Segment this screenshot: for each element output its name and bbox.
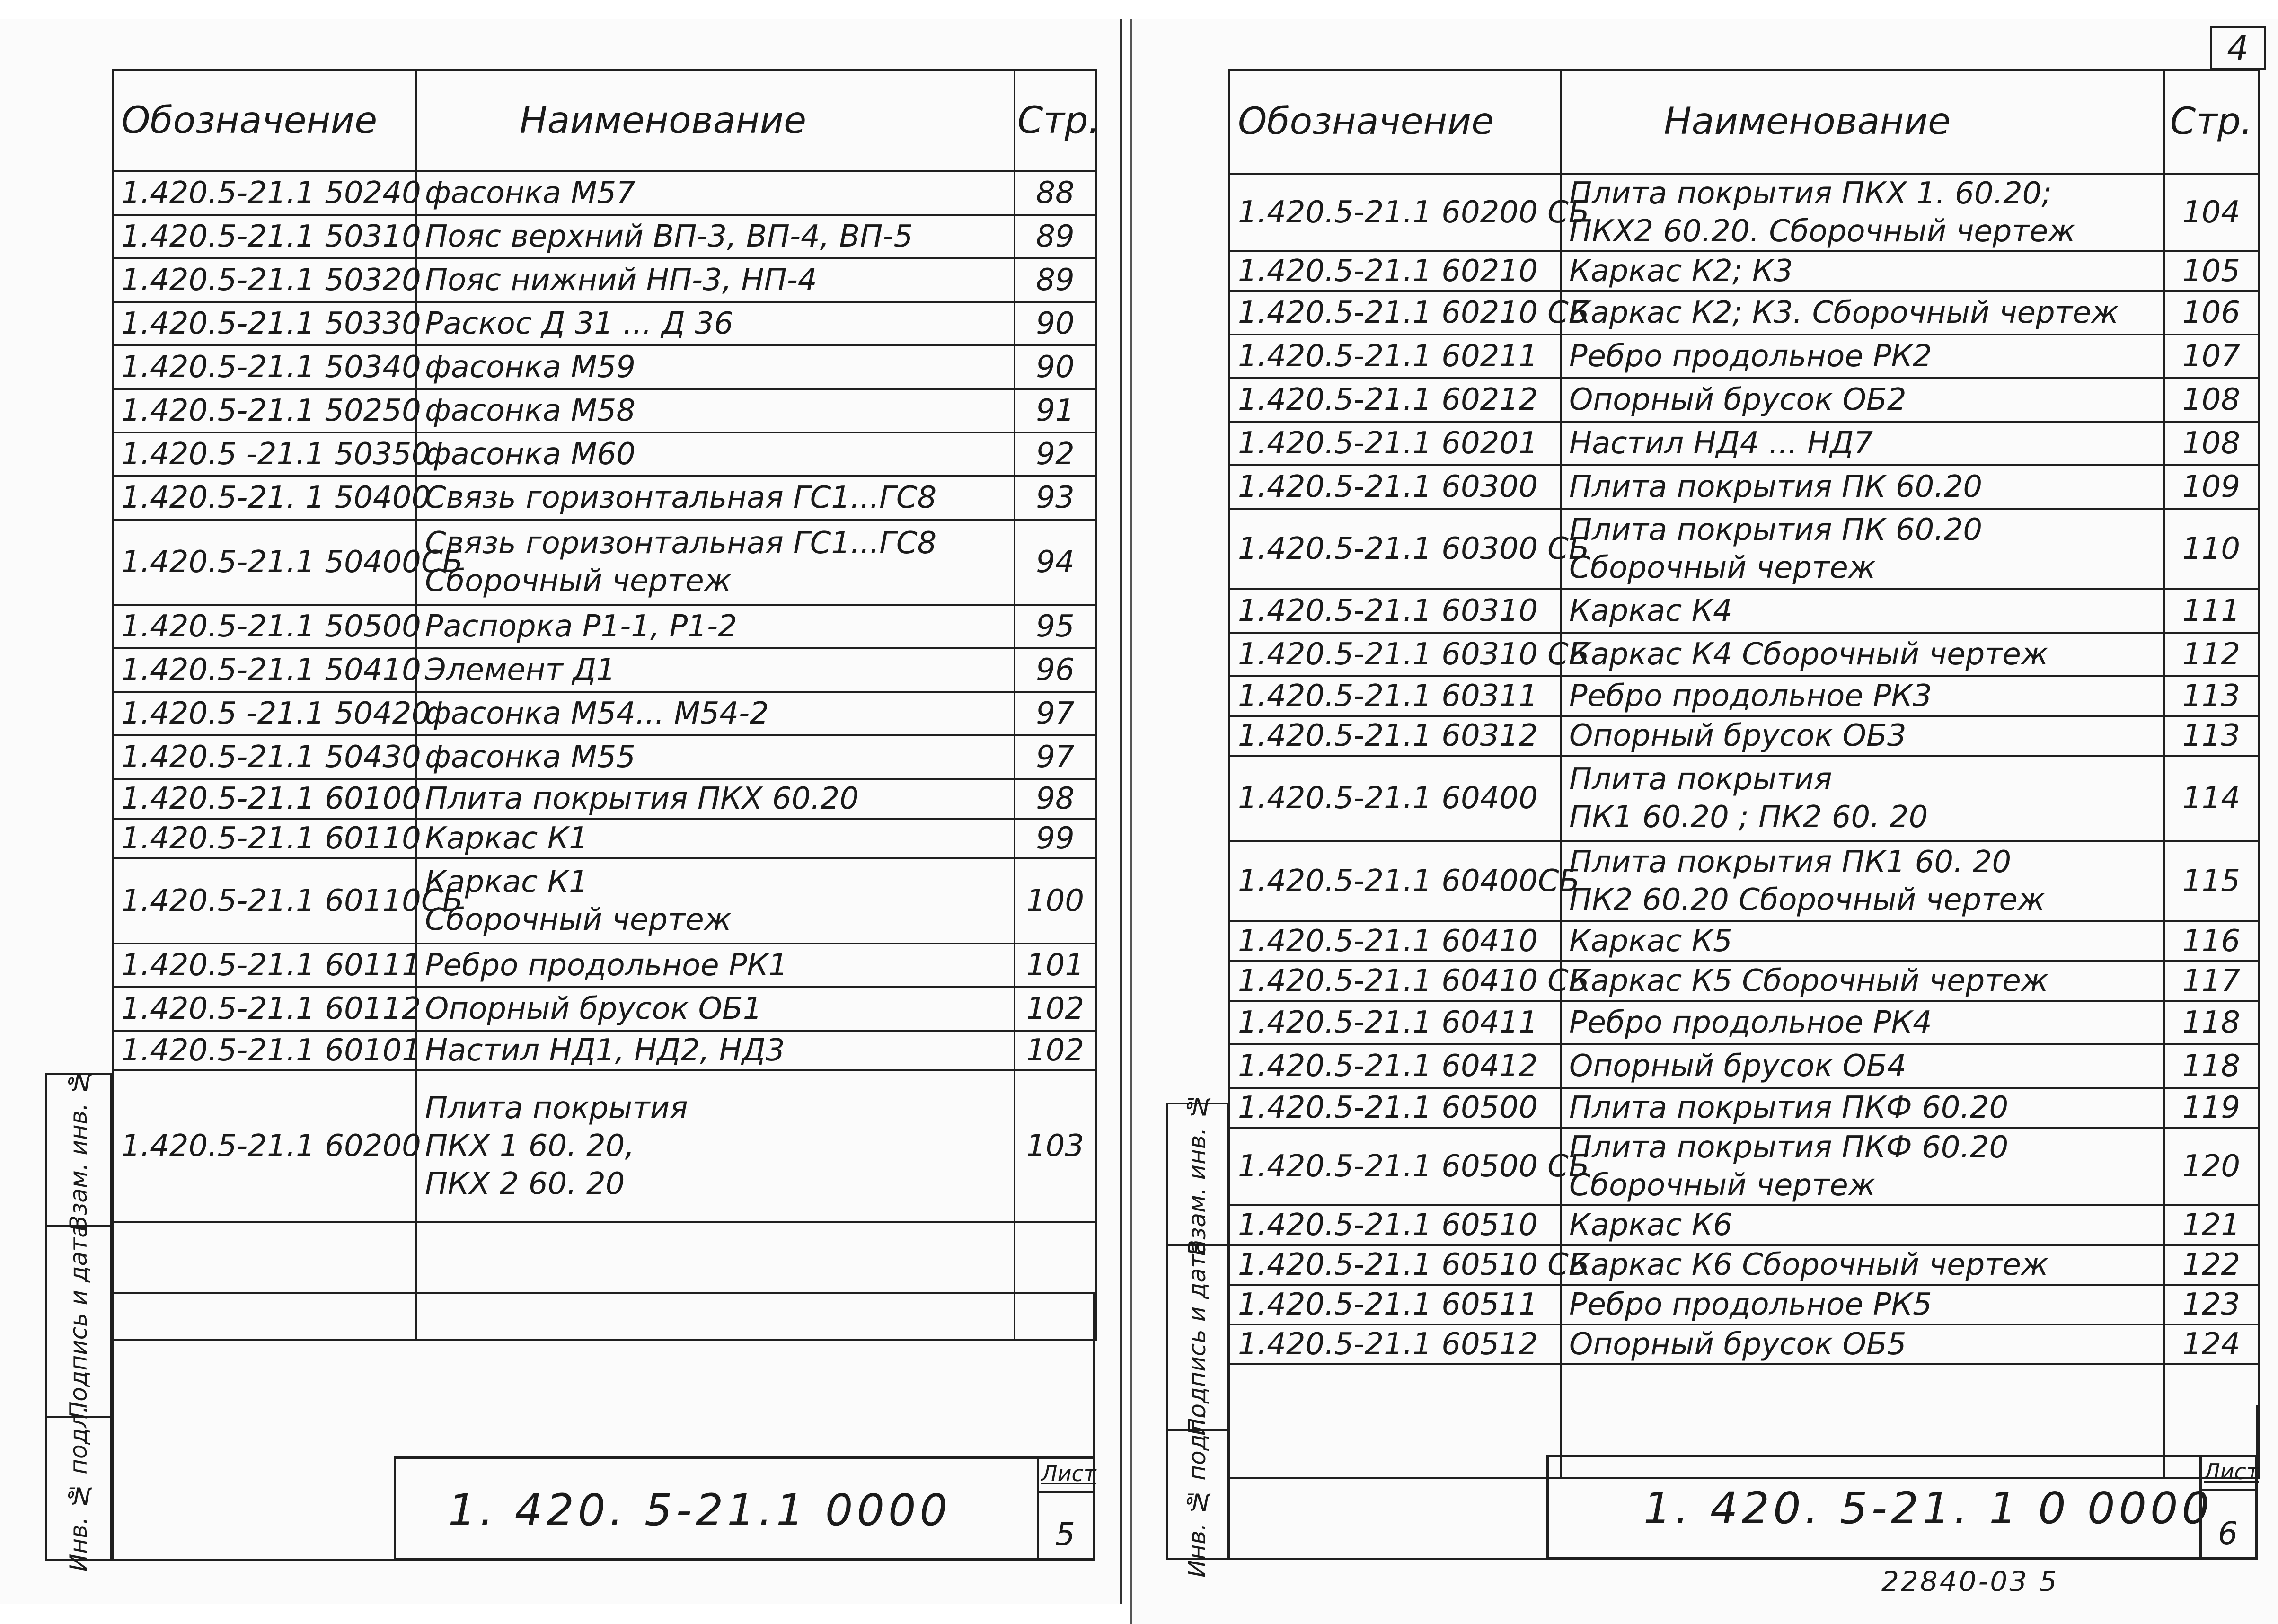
left-sheet-label: Лист — [1041, 1461, 1096, 1486]
row-name — [1561, 589, 2164, 633]
header-designation: Обозначение — [113, 70, 416, 171]
row-designation: 1.420.5-21.1 50330 — [113, 302, 416, 345]
row-designation: 1.420.5-21.1 60312 — [1229, 716, 1561, 756]
row-designation: 1.420.5-21.1 60110СБ — [113, 858, 416, 944]
row-designation: 1.420.5-21.1 60500 — [1229, 1088, 1561, 1128]
row-name-line: Каркас К6 Сборочный чертеж — [1569, 1247, 2048, 1282]
table-row — [113, 779, 1096, 819]
row-name-line: Опорный брусок ОБ4 — [1569, 1049, 1907, 1084]
row-name-line: Плита покрытия ПКХ 60.20 — [425, 781, 859, 816]
row-page: 97 — [1015, 692, 1096, 735]
row-page: 102 — [1015, 1031, 1096, 1070]
row-name-line: ПКХ2 60.20. Сборочный чертеж — [1569, 214, 2075, 249]
table-header-row — [1229, 70, 2259, 174]
row-name-line: Связь горизонтальная ГС1...ГС8 — [425, 526, 937, 561]
row-designation: 1.420.5-21. 1 50400 — [113, 476, 416, 520]
row-page: 115 — [2164, 841, 2259, 921]
row-name — [1561, 1205, 2164, 1245]
row-page: 120 — [2164, 1128, 2259, 1205]
sheet-number-top-box — [2210, 26, 2266, 70]
table-row — [1229, 1205, 2259, 1245]
header-name-label: Наименование — [520, 99, 807, 142]
table-row — [113, 171, 1096, 215]
row-page: 114 — [2164, 756, 2259, 841]
table-row — [113, 345, 1096, 389]
left-frame-right — [1093, 1292, 1095, 1456]
row-designation: 1.420.5-21.1 60201 — [1229, 422, 1561, 465]
left-inv-ref-cell — [47, 1068, 110, 1232]
table-row — [1229, 1245, 2259, 1285]
table-row — [113, 735, 1096, 779]
row-page: 113 — [2164, 716, 2259, 756]
table-row — [113, 302, 1096, 345]
table-row-empty — [113, 1222, 1096, 1340]
left-signature-cell — [47, 1223, 110, 1420]
row-name-line: фасонка М58 — [425, 393, 636, 428]
row-name-line: Ребро продольное РК4 — [1569, 1005, 1932, 1040]
row-name — [1561, 716, 2164, 756]
row-name-line: Настил НД4 ... НД7 — [1569, 426, 1873, 461]
row-designation: 1.420.5-21.1 60310 — [1229, 589, 1561, 633]
header-name — [1561, 70, 2164, 174]
row-page: 111 — [2164, 589, 2259, 633]
table-header-row — [113, 70, 1096, 171]
table-row — [1229, 589, 2259, 633]
row-designation: 1.420.5-21.1 50310 — [113, 215, 416, 258]
row-name-line: Каркас К6 — [1569, 1208, 1732, 1243]
empty-cell — [1015, 1222, 1096, 1340]
row-page: 101 — [1015, 944, 1096, 987]
row-name — [1561, 465, 2164, 509]
inv-ref-label: Взам. инв. № — [1183, 1093, 1211, 1256]
header-name — [416, 70, 1015, 171]
table-row — [1229, 378, 2259, 422]
right-frame-right — [2256, 1405, 2258, 1455]
row-name — [416, 779, 1015, 819]
right-sheet — [1130, 19, 2278, 1624]
row-name — [1561, 633, 2164, 676]
row-page: 91 — [1015, 389, 1096, 432]
row-name — [1561, 1001, 2164, 1044]
row-page: 105 — [2164, 251, 2259, 291]
empty-cell — [1229, 1364, 1561, 1478]
row-page: 107 — [2164, 335, 2259, 378]
row-name — [1561, 961, 2164, 1001]
row-name-line: ПКХ 2 60. 20 — [425, 1166, 625, 1201]
row-designation: 1.420.5-21.1 50400СБ — [113, 520, 416, 605]
row-designation: 1.420.5-21.1 60400 — [1229, 756, 1561, 841]
row-name — [416, 1070, 1015, 1222]
table-row — [1229, 961, 2259, 1001]
right-margin-strip — [1166, 1093, 1228, 1578]
row-designation: 1.420.5-21.1 50250 — [113, 389, 416, 432]
row-page: 121 — [2164, 1205, 2259, 1245]
row-page: 100 — [1015, 858, 1096, 944]
row-page: 108 — [2164, 378, 2259, 422]
row-name-line: фасонка М59 — [425, 350, 636, 385]
row-designation: 1.420.5-21.1 60211 — [1229, 335, 1561, 378]
row-designation: 1.420.5-21.1 60210 — [1229, 251, 1561, 291]
left-margin-strip — [45, 1068, 112, 1571]
row-designation: 1.420.5-21.1 60510 СБ — [1229, 1245, 1561, 1285]
right-frame-left — [1228, 1405, 1230, 1560]
row-page: 108 — [2164, 422, 2259, 465]
row-name-line: Плита покрытия — [425, 1091, 688, 1126]
row-name-line: Плита покрытия ПК 60.20 — [1569, 469, 1983, 504]
row-designation: 1.420.5-21.1 60412 — [1229, 1044, 1561, 1088]
table-row — [1229, 509, 2259, 589]
row-name — [416, 345, 1015, 389]
row-page: 116 — [2164, 921, 2259, 961]
row-designation: 1.420.5 -21.1 50350 — [113, 432, 416, 476]
right-sheet-label: Лист — [2204, 1459, 2259, 1484]
row-name — [1561, 1285, 2164, 1324]
row-page: 122 — [2164, 1245, 2259, 1285]
table-row — [1229, 1044, 2259, 1088]
table-row — [1229, 841, 2259, 921]
row-name-line: Плита покрытия ПК 60.20 — [1569, 512, 1983, 547]
left-sheet — [0, 19, 1122, 1604]
table-row — [1229, 174, 2259, 251]
row-name-line: фасонка М55 — [425, 740, 636, 775]
row-designation: 1.420.5-21.1 60212 — [1229, 378, 1561, 422]
row-page: 90 — [1015, 302, 1096, 345]
row-name — [416, 735, 1015, 779]
row-designation: 1.420.5-21.1 60112 — [113, 987, 416, 1031]
row-designation: 1.420.5-21.1 50340 — [113, 345, 416, 389]
row-page: 117 — [2164, 961, 2259, 1001]
row-designation: 1.420.5-21.1 60111 — [113, 944, 416, 987]
row-page: 103 — [1015, 1070, 1096, 1222]
row-name-line: Опорный брусок ОБ1 — [425, 991, 762, 1026]
left-drawing-code: 1. 420. 5-21.1 0000 — [448, 1485, 952, 1536]
table-row — [113, 944, 1096, 987]
right-drawing-code: 1. 420. 5-21. 1 0 0000 — [1643, 1483, 2214, 1534]
row-name-line: Опорный брусок ОБ3 — [1569, 718, 1907, 753]
row-name-line: Элемент Д1 — [425, 653, 616, 688]
row-page: 118 — [2164, 1044, 2259, 1088]
right-table-body — [1229, 174, 2259, 1478]
empty-cell — [113, 1222, 416, 1340]
signature-date-label: Подпись и дата — [1183, 1239, 1211, 1436]
right-spec-table — [1228, 69, 2260, 1479]
row-designation: 1.420.5-21.1 60511 — [1229, 1285, 1561, 1324]
left-sheet-box — [1037, 1459, 1096, 1558]
row-name — [416, 258, 1015, 302]
row-name — [1561, 1128, 2164, 1205]
table-row — [113, 258, 1096, 302]
right-sheet-separator — [2202, 1489, 2255, 1491]
row-page: 94 — [1015, 520, 1096, 605]
row-page: 98 — [1015, 779, 1096, 819]
row-name-line: Раскос Д 31 ... Д 36 — [425, 306, 733, 341]
row-name-line: фасонка М54... М54-2 — [425, 696, 769, 731]
row-page: 92 — [1015, 432, 1096, 476]
row-designation: 1.420.5-21.1 60310 СБ — [1229, 633, 1561, 676]
signature-date-label: Подпись и дата — [65, 1223, 92, 1420]
table-row — [1229, 1285, 2259, 1324]
row-page: 89 — [1015, 258, 1096, 302]
row-name — [1561, 1088, 2164, 1128]
row-name-line: Ребро продольное РК1 — [425, 948, 788, 983]
row-page: 97 — [1015, 735, 1096, 779]
row-name-line: Настил НД1, НД2, НД3 — [425, 1033, 785, 1068]
header-name-label: Наименование — [1664, 100, 1951, 143]
row-name-line: фасонка М57 — [425, 176, 636, 211]
row-name-line: Пояс верхний ВП-3, ВП-4, ВП-5 — [425, 219, 913, 254]
table-row — [113, 692, 1096, 735]
row-name — [416, 476, 1015, 520]
row-designation: 1.420.5-21.1 50410 — [113, 648, 416, 692]
table-row — [113, 987, 1096, 1031]
row-name-line: Плита покрытия ПКФ 60.20 — [1569, 1090, 2009, 1125]
row-name-line: Опорный брусок ОБ5 — [1569, 1327, 1907, 1362]
footer-code: 22840-03 5 — [1881, 1565, 2059, 1598]
row-page: 96 — [1015, 648, 1096, 692]
table-row — [1229, 1001, 2259, 1044]
row-name-line: Каркас К2; К3. Сборочный чертеж — [1569, 295, 2119, 330]
table-row — [1229, 291, 2259, 335]
inv-orig-label: Инв. № подл. — [65, 1405, 92, 1571]
left-sheet-number: 5 — [1055, 1516, 1075, 1553]
table-row — [1229, 676, 2259, 716]
table-row — [113, 215, 1096, 258]
inv-ref-label: Взам. инв. № — [65, 1068, 92, 1232]
table-row — [113, 476, 1096, 520]
header-page: Стр. — [1015, 70, 1096, 171]
table-row — [1229, 465, 2259, 509]
table-row — [113, 1031, 1096, 1070]
row-designation: 1.420.5-21.1 60311 — [1229, 676, 1561, 716]
row-page: 95 — [1015, 605, 1096, 648]
row-designation: 1.420.5-21.1 60410 — [1229, 921, 1561, 961]
row-name — [416, 692, 1015, 735]
row-name-line: Ребро продольное РК5 — [1569, 1287, 1932, 1322]
right-title-block — [1546, 1455, 2258, 1560]
table-row — [1229, 1324, 2259, 1364]
table-row — [1229, 633, 2259, 676]
row-designation: 1.420.5-21.1 60510 — [1229, 1205, 1561, 1245]
row-name-line: ПК1 60.20 ; ПК2 60. 20 — [1569, 800, 1928, 835]
table-row — [1229, 335, 2259, 378]
right-inv-ref-cell — [1168, 1093, 1227, 1256]
row-name — [416, 520, 1015, 605]
row-name-line: Ребро продольное РК2 — [1569, 339, 1932, 374]
row-name-line: Ребро продольное РК3 — [1569, 679, 1932, 714]
table-row — [113, 858, 1096, 944]
row-name — [1561, 335, 2164, 378]
row-name-line: Каркас К5 Сборочный чертеж — [1569, 963, 2048, 998]
row-page: 119 — [2164, 1088, 2259, 1128]
row-name-line: Сборочный чертеж — [425, 902, 732, 937]
row-name-line: Каркас К4 — [1569, 593, 1732, 628]
row-page: 88 — [1015, 171, 1096, 215]
row-designation: 1.420.5-21.1 60210 СБ — [1229, 291, 1561, 335]
row-designation: 1.420.5-21.1 60500 СБ — [1229, 1128, 1561, 1205]
row-designation: 1.420.5-21.1 50320 — [113, 258, 416, 302]
row-name — [416, 302, 1015, 345]
row-designation: 1.420.5-21.1 60300 — [1229, 465, 1561, 509]
row-page: 89 — [1015, 215, 1096, 258]
row-name — [1561, 756, 2164, 841]
row-page: 109 — [2164, 465, 2259, 509]
table-row — [113, 432, 1096, 476]
row-designation: 1.420.5-21.1 50240 — [113, 171, 416, 215]
row-name-line: Связь горизонтальная ГС1...ГС8 — [425, 480, 937, 515]
row-designation: 1.420.5-21.1 60101 — [113, 1031, 416, 1070]
row-name — [1561, 422, 2164, 465]
row-page: 113 — [2164, 676, 2259, 716]
row-name-line: Каркас К1 — [425, 865, 588, 900]
table-row — [113, 520, 1096, 605]
header-page: Стр. — [2164, 70, 2259, 174]
row-designation: 1.420.5-21.1 50500 — [113, 605, 416, 648]
table-row — [113, 648, 1096, 692]
row-name-line: Сборочный чертеж — [1569, 1168, 1876, 1203]
right-sheet-box — [2199, 1457, 2259, 1557]
row-name-line: Распорка Р1-1, Р1-2 — [425, 609, 737, 644]
row-designation: 1.420.5-21.1 60100 — [113, 779, 416, 819]
row-page: 123 — [2164, 1285, 2259, 1324]
row-page: 112 — [2164, 633, 2259, 676]
row-page: 99 — [1015, 819, 1096, 858]
row-name-line: Каркас К2; К3 — [1569, 254, 1793, 289]
table-row — [1229, 422, 2259, 465]
row-page: 106 — [2164, 291, 2259, 335]
row-name — [416, 1031, 1015, 1070]
row-name — [1561, 174, 2164, 251]
row-page: 102 — [1015, 987, 1096, 1031]
table-row — [1229, 921, 2259, 961]
row-name — [1561, 1245, 2164, 1285]
row-name-line: ПК2 60.20 Сборочный чертеж — [1569, 883, 2045, 918]
row-designation: 1.420.5-21.1 60411 — [1229, 1001, 1561, 1044]
row-name-line: Опорный брусок ОБ2 — [1569, 382, 1907, 417]
row-name — [416, 858, 1015, 944]
table-row — [1229, 1088, 2259, 1128]
row-name-line: Сборочный чертеж — [425, 564, 732, 599]
row-page: 90 — [1015, 345, 1096, 389]
row-name — [416, 215, 1015, 258]
row-page: 124 — [2164, 1324, 2259, 1364]
row-name-line: Плита покрытия — [1569, 762, 1832, 797]
row-name-line: Каркас К5 — [1569, 924, 1732, 959]
row-name — [1561, 291, 2164, 335]
row-name — [416, 944, 1015, 987]
row-name-line: Плита покрытия ПКФ 60.20 — [1569, 1130, 2009, 1165]
table-row — [113, 1070, 1096, 1222]
row-name — [1561, 1044, 2164, 1088]
row-name-line: Пояс нижний НП-3, НП-4 — [425, 263, 817, 298]
row-name — [416, 648, 1015, 692]
row-name-line: Сборочный чертеж — [1569, 550, 1876, 585]
row-page: 118 — [2164, 1001, 2259, 1044]
right-inv-orig-cell — [1168, 1411, 1227, 1578]
row-name-line: Плита покрытия ПК1 60. 20 — [1569, 845, 2012, 880]
header-designation: Обозначение — [1229, 70, 1561, 174]
row-name — [416, 389, 1015, 432]
row-designation: 1.420.5-21.1 50430 — [113, 735, 416, 779]
row-name — [416, 819, 1015, 858]
row-name-line: Плита покрытия ПКХ 1. 60.20; — [1569, 176, 2052, 211]
row-name — [1561, 509, 2164, 589]
row-name — [1561, 251, 2164, 291]
row-designation: 1.420.5-21.1 60200 — [113, 1070, 416, 1222]
sheet-number-top: 4 — [2227, 28, 2249, 68]
row-name-line: Каркас К1 — [425, 821, 588, 856]
row-name-line: Каркас К4 Сборочный чертеж — [1569, 637, 2048, 672]
left-table-body — [113, 171, 1096, 1340]
row-page: 110 — [2164, 509, 2259, 589]
row-designation: 1.420.5-21.1 60200 СБ — [1229, 174, 1561, 251]
row-name — [1561, 1324, 2164, 1364]
row-name — [416, 987, 1015, 1031]
row-designation: 1.420.5-21.1 60300 СБ — [1229, 509, 1561, 589]
row-name-line: ПКХ 1 60. 20, — [425, 1129, 635, 1164]
row-name — [1561, 921, 2164, 961]
right-frame-base — [1228, 1558, 1546, 1560]
row-name — [416, 605, 1015, 648]
row-name — [416, 432, 1015, 476]
row-designation: 1.420.5-21.1 60512 — [1229, 1324, 1561, 1364]
row-name — [1561, 378, 2164, 422]
inv-orig-label: Инв. № подл. — [1183, 1411, 1211, 1578]
table-row — [1229, 716, 2259, 756]
row-name — [416, 171, 1015, 215]
table-row — [113, 389, 1096, 432]
row-page: 93 — [1015, 476, 1096, 520]
row-designation: 1.420.5-21.1 60410 СБ — [1229, 961, 1561, 1001]
table-row — [1229, 1128, 2259, 1205]
empty-cell — [416, 1222, 1015, 1340]
row-name — [1561, 841, 2164, 921]
row-designation: 1.420.5 -21.1 50420 — [113, 692, 416, 735]
left-spec-table — [112, 69, 1100, 1341]
right-signature-cell — [1168, 1239, 1227, 1436]
row-page: 104 — [2164, 174, 2259, 251]
table-row — [113, 605, 1096, 648]
table-row — [1229, 251, 2259, 291]
left-title-block — [394, 1456, 1095, 1561]
table-row — [1229, 756, 2259, 841]
row-name-line: фасонка М60 — [425, 437, 636, 472]
row-designation: 1.420.5-21.1 60400СБ — [1229, 841, 1561, 921]
left-frame-bottom — [112, 1292, 1095, 1294]
row-name — [1561, 676, 2164, 716]
left-sheet-separator — [1039, 1491, 1093, 1493]
right-sheet-number: 6 — [2218, 1515, 2238, 1552]
left-inv-orig-cell — [47, 1405, 110, 1571]
row-designation: 1.420.5-21.1 60110 — [113, 819, 416, 858]
left-frame-base — [112, 1559, 394, 1561]
table-row — [113, 819, 1096, 858]
left-frame-left — [112, 1292, 114, 1561]
